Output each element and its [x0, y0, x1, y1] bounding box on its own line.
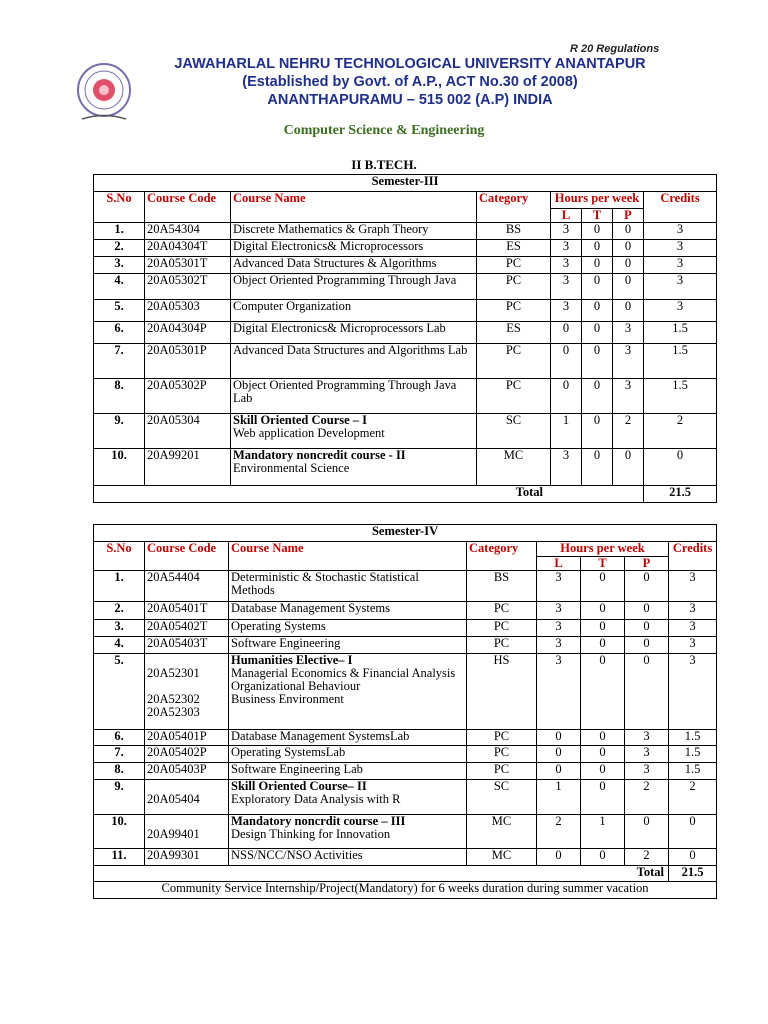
- hours-l: 1: [551, 414, 582, 449]
- course-row: [94, 300, 717, 322]
- course-code: [145, 637, 229, 654]
- semester-3-table: [93, 174, 717, 503]
- course-name-text: Database Management SystemsLab: [231, 729, 410, 743]
- course-code: [145, 571, 229, 602]
- course-credits: 1.5: [669, 730, 717, 746]
- course-name-heading: Mandatory noncrdit course – III: [231, 814, 406, 828]
- course-code: [145, 257, 231, 274]
- col-t: T: [582, 209, 613, 223]
- course-name-text: Advanced Data Structures & Algorithms: [233, 256, 437, 270]
- course-name: [231, 300, 477, 322]
- course-sno: 8.: [94, 763, 145, 780]
- course-name-text: Computer Organization: [233, 299, 352, 313]
- program-title: II B.TECH.: [351, 157, 417, 172]
- hours-p: 0: [613, 223, 644, 240]
- elective-code: 20A52301: [147, 666, 200, 680]
- col-p: P: [625, 557, 669, 571]
- course-sno: 2.: [94, 240, 145, 257]
- course-code: [145, 849, 229, 866]
- hours-l: 3: [537, 620, 581, 637]
- course-code-text: 20A05404: [147, 792, 200, 806]
- course-code: [145, 602, 229, 620]
- course-credits: 1.5: [644, 322, 717, 344]
- course-name-heading: Mandatory noncredit course - II: [233, 448, 406, 462]
- course-sno: 7.: [94, 344, 145, 379]
- address-line: ANANTHAPURAMU – 515 002 (A.P) INDIA: [267, 92, 553, 108]
- hours-t: 0: [582, 223, 613, 240]
- hours-l: 0: [551, 344, 582, 379]
- course-credits: 3: [644, 223, 717, 240]
- hours-l: 3: [551, 274, 582, 300]
- course-name-heading: Skill Oriented Course – I: [233, 413, 368, 427]
- course-sno: 6.: [94, 730, 145, 746]
- course-code: [145, 763, 229, 780]
- hours-p: 0: [613, 240, 644, 257]
- hours-t: 0: [582, 257, 613, 274]
- course-row: [94, 223, 717, 240]
- hours-p: 3: [613, 322, 644, 344]
- elective-code: 20A52303: [147, 705, 200, 719]
- course-name: [229, 780, 467, 815]
- hours-l: 0: [551, 322, 582, 344]
- course-row: [94, 379, 717, 414]
- course-code-text: 20A05401T: [147, 601, 208, 615]
- course-code-text: 20A05403P: [147, 762, 207, 776]
- hours-l: 3: [551, 449, 582, 486]
- hours-t: 1: [581, 815, 625, 849]
- course-credits: 1.5: [669, 746, 717, 763]
- course-credits: 1.5: [669, 763, 717, 780]
- hours-p: 0: [625, 571, 669, 602]
- col-credits: Credits: [669, 542, 717, 571]
- hours-t: 0: [582, 344, 613, 379]
- course-name: [229, 730, 467, 746]
- course-code-text: 20A04304P: [147, 321, 207, 335]
- hours-t: 0: [581, 602, 625, 620]
- course-name: [229, 620, 467, 637]
- hours-l: 0: [537, 849, 581, 866]
- course-credits: 3: [644, 300, 717, 322]
- course-name-text: Object Oriented Programming Through Java: [233, 273, 457, 287]
- elective-name: Business Environment: [231, 692, 344, 706]
- col-category: Category: [467, 542, 537, 571]
- course-code-text: 20A05403T: [147, 636, 208, 650]
- course-row: [94, 654, 717, 730]
- department-title: Computer Science & Engineering: [283, 123, 485, 138]
- course-sno: 8.: [94, 379, 145, 414]
- course-code: [145, 300, 231, 322]
- semester-4-title: Semester-IV: [94, 525, 717, 542]
- hours-p: 0: [613, 449, 644, 486]
- course-row: [94, 620, 717, 637]
- course-code-text: 20A05302T: [147, 273, 208, 287]
- hours-l: 3: [537, 654, 581, 730]
- course-name-text: Operating SystemsLab: [231, 745, 346, 759]
- course-credits: 3: [644, 274, 717, 300]
- course-credits: 0: [644, 449, 717, 486]
- course-code: [145, 344, 231, 379]
- hours-l: 3: [551, 300, 582, 322]
- hours-p: 0: [625, 815, 669, 849]
- course-category: PC: [477, 274, 551, 300]
- course-code: [145, 780, 229, 815]
- course-sno: 10.: [94, 815, 145, 849]
- course-row: [94, 780, 717, 815]
- hours-l: 3: [537, 637, 581, 654]
- course-name: [229, 602, 467, 620]
- course-code-text: 20A99301: [147, 848, 200, 862]
- course-credits: 0: [669, 849, 717, 866]
- course-name: [231, 322, 477, 344]
- course-name-text: Database Management Systems: [231, 601, 390, 615]
- regulation-label: R 20 Regulations: [570, 43, 660, 55]
- semester-3-total-value: 21.5: [644, 486, 717, 503]
- col-name: Course Name: [231, 192, 477, 223]
- course-name-text: Design Thinking for Innovation: [231, 827, 391, 841]
- hours-t: 0: [582, 240, 613, 257]
- course-sno: 10.: [94, 449, 145, 486]
- hours-t: 0: [581, 730, 625, 746]
- course-credits: 1.5: [644, 344, 717, 379]
- hours-t: 0: [581, 654, 625, 730]
- hours-l: 3: [551, 240, 582, 257]
- col-hours: Hours per week: [551, 192, 644, 209]
- hours-p: 2: [625, 849, 669, 866]
- course-category: PC: [467, 763, 537, 780]
- semester-4-total-value: 21.5: [669, 866, 717, 882]
- hours-p: 3: [625, 730, 669, 746]
- hours-p: 0: [625, 620, 669, 637]
- hours-p: 0: [625, 654, 669, 730]
- elective-code: 20A52302: [147, 692, 200, 706]
- hours-t: 0: [581, 620, 625, 637]
- col-credits: Credits: [644, 192, 717, 223]
- course-name: [229, 815, 467, 849]
- course-category: MC: [467, 849, 537, 866]
- course-row: [94, 763, 717, 780]
- hours-l: 2: [537, 815, 581, 849]
- course-row: [94, 730, 717, 746]
- hours-p: 2: [625, 780, 669, 815]
- col-sno: S.No: [94, 542, 145, 571]
- establishment-line: (Established by Govt. of A.P., ACT No.30 of 2008): [242, 74, 578, 90]
- course-row: [94, 815, 717, 849]
- course-name-text: Exploratory Data Analysis with R: [231, 792, 401, 806]
- elective-name: Organizational Behaviour: [231, 679, 361, 693]
- hours-l: 0: [551, 379, 582, 414]
- course-sno: 7.: [94, 746, 145, 763]
- course-credits: 1.5: [644, 379, 717, 414]
- internship-footnote: Community Service Internship/Project(Mandatory) for 6 weeks duration during summer vacation: [94, 882, 717, 899]
- course-sno: 1.: [94, 223, 145, 240]
- course-name-text: Digital Electronics& Microprocessors: [233, 239, 424, 253]
- course-name: [231, 257, 477, 274]
- course-credits: 2: [669, 780, 717, 815]
- hours-t: 0: [581, 746, 625, 763]
- course-code-text: 20A99401: [147, 827, 200, 841]
- course-name: [231, 344, 477, 379]
- course-sno: 1.: [94, 571, 145, 602]
- course-name: [229, 637, 467, 654]
- course-sno: 5.: [94, 300, 145, 322]
- course-row: [94, 344, 717, 379]
- course-credits: 3: [644, 257, 717, 274]
- hours-t: 0: [582, 449, 613, 486]
- hours-t: 0: [582, 274, 613, 300]
- hours-p: 0: [613, 300, 644, 322]
- hours-p: 3: [625, 763, 669, 780]
- course-category: ES: [477, 322, 551, 344]
- course-name-heading: Humanities Elective– I: [231, 653, 353, 667]
- course-credits: 0: [669, 815, 717, 849]
- course-code-text: 20A05301T: [147, 256, 208, 270]
- course-credits: 3: [669, 571, 717, 602]
- course-sno: 3.: [94, 257, 145, 274]
- course-name: [231, 379, 477, 414]
- course-code-text: 20A54304: [147, 222, 200, 236]
- course-category: PC: [477, 300, 551, 322]
- course-category: PC: [477, 379, 551, 414]
- hours-t: 0: [582, 300, 613, 322]
- course-category: BS: [467, 571, 537, 602]
- course-row: [94, 322, 717, 344]
- course-sno: 4.: [94, 274, 145, 300]
- course-code: [145, 274, 231, 300]
- course-credits: 3: [669, 602, 717, 620]
- col-name: Course Name: [229, 542, 467, 571]
- course-name-text: Environmental Science: [233, 461, 350, 475]
- course-row: [94, 414, 717, 449]
- course-row: [94, 274, 717, 300]
- hours-p: 0: [625, 637, 669, 654]
- course-row: [94, 571, 717, 602]
- col-l: L: [551, 209, 582, 223]
- course-code: [145, 223, 231, 240]
- hours-t: 0: [581, 780, 625, 815]
- course-category: PC: [467, 602, 537, 620]
- course-code-text: 20A05402P: [147, 745, 207, 759]
- hours-t: 0: [582, 379, 613, 414]
- course-category: SC: [477, 414, 551, 449]
- col-code: Course Code: [145, 542, 229, 571]
- course-row: [94, 240, 717, 257]
- hours-l: 3: [551, 257, 582, 274]
- course-name-text: Discrete Mathematics & Graph Theory: [233, 222, 429, 236]
- course-category: MC: [467, 815, 537, 849]
- course-code: [145, 730, 229, 746]
- course-sno: 2.: [94, 602, 145, 620]
- semester-4-total-label: Total: [94, 866, 669, 882]
- course-code: [145, 815, 229, 849]
- hours-p: 2: [613, 414, 644, 449]
- course-sno: 11.: [94, 849, 145, 866]
- course-sno: 3.: [94, 620, 145, 637]
- course-row: [94, 602, 717, 620]
- hours-l: 3: [537, 571, 581, 602]
- course-credits: 3: [669, 654, 717, 730]
- course-name: [229, 849, 467, 866]
- hours-t: 0: [581, 763, 625, 780]
- hours-l: 1: [537, 780, 581, 815]
- course-category: PC: [467, 620, 537, 637]
- course-code: [145, 620, 229, 637]
- semester-3-title: Semester-III: [94, 175, 717, 192]
- course-name: [229, 654, 467, 730]
- col-l: L: [537, 557, 581, 571]
- course-row: [94, 746, 717, 763]
- course-name: [229, 746, 467, 763]
- hours-p: 0: [625, 602, 669, 620]
- course-name: [231, 240, 477, 257]
- elective-name: Managerial Economics & Financial Analysis: [231, 666, 456, 680]
- course-code: [145, 414, 231, 449]
- course-name-text: Advanced Data Structures and Algorithms Lab: [233, 343, 468, 357]
- course-name-text: Software Engineering Lab: [231, 762, 363, 776]
- course-code-text: 20A99201: [147, 448, 200, 462]
- col-code: Course Code: [145, 192, 231, 223]
- course-sno: 5.: [94, 654, 145, 730]
- course-code-text: 20A05401P: [147, 729, 207, 743]
- course-sno: 6.: [94, 322, 145, 344]
- course-category: PC: [477, 344, 551, 379]
- course-credits: 3: [644, 240, 717, 257]
- course-code-text: 20A05402T: [147, 619, 208, 633]
- course-name: [229, 763, 467, 780]
- course-code: [145, 379, 231, 414]
- course-row: [94, 257, 717, 274]
- course-sno: 9.: [94, 780, 145, 815]
- course-credits: 3: [669, 637, 717, 654]
- col-category: Category: [477, 192, 551, 223]
- course-name: [229, 571, 467, 602]
- course-code: [145, 654, 229, 730]
- course-code-text: 20A54404: [147, 570, 200, 584]
- course-name: [231, 414, 477, 449]
- hours-p: 3: [613, 379, 644, 414]
- course-row: [94, 637, 717, 654]
- hours-t: 0: [582, 322, 613, 344]
- course-category: HS: [467, 654, 537, 730]
- col-hours: Hours per week: [537, 542, 669, 557]
- hours-l: 0: [537, 763, 581, 780]
- course-category: PC: [467, 637, 537, 654]
- hours-l: 0: [537, 730, 581, 746]
- course-category: PC: [477, 257, 551, 274]
- course-code: [145, 322, 231, 344]
- semester-3-total-label: Total: [94, 486, 644, 503]
- course-code-text: 20A04304T: [147, 239, 208, 253]
- col-t: T: [581, 557, 625, 571]
- course-name-text: Deterministic & Stochastic Statistical Methods: [231, 570, 419, 597]
- course-code: [145, 746, 229, 763]
- course-row: [94, 449, 717, 486]
- course-code-text: 20A05304: [147, 413, 200, 427]
- university-name: JAWAHARLAL NEHRU TECHNOLOGICAL UNIVERSITY ANANTAPUR: [174, 56, 646, 72]
- hours-p: 3: [613, 344, 644, 379]
- course-name: [231, 274, 477, 300]
- hours-t: 0: [581, 571, 625, 602]
- hours-l: 0: [537, 746, 581, 763]
- course-name-text: Web application Development: [233, 426, 385, 440]
- course-name: [231, 449, 477, 486]
- hours-t: 0: [581, 849, 625, 866]
- hours-l: 3: [537, 602, 581, 620]
- course-credits: 3: [669, 620, 717, 637]
- hours-p: 3: [625, 746, 669, 763]
- course-code: [145, 240, 231, 257]
- course-name-text: Operating Systems: [231, 619, 326, 633]
- course-category: ES: [477, 240, 551, 257]
- course-code: [145, 449, 231, 486]
- hours-t: 0: [582, 414, 613, 449]
- course-code-text: 20A05303: [147, 299, 200, 313]
- semester-4-table: [93, 524, 717, 899]
- course-name-text: NSS/NCC/NSO Activities: [231, 848, 363, 862]
- course-sno: 9.: [94, 414, 145, 449]
- col-sno: S.No: [94, 192, 145, 223]
- hours-l: 3: [551, 223, 582, 240]
- course-code-text: 20A05302P: [147, 378, 207, 392]
- hours-p: 0: [613, 257, 644, 274]
- course-category: BS: [477, 223, 551, 240]
- course-category: MC: [477, 449, 551, 486]
- course-sno: 4.: [94, 637, 145, 654]
- course-category: PC: [467, 730, 537, 746]
- course-category: SC: [467, 780, 537, 815]
- hours-p: 0: [613, 274, 644, 300]
- hours-t: 0: [581, 637, 625, 654]
- course-name-text: Digital Electronics& Microprocessors Lab: [233, 321, 446, 335]
- course-name-text: Software Engineering: [231, 636, 341, 650]
- course-name-text: Object Oriented Programming Through Java Lab: [233, 378, 457, 405]
- course-credits: 2: [644, 414, 717, 449]
- course-name: [231, 223, 477, 240]
- course-name-heading: Skill Oriented Course– II: [231, 779, 367, 793]
- course-category: PC: [467, 746, 537, 763]
- course-row: [94, 849, 717, 866]
- course-code-text: 20A05301P: [147, 343, 207, 357]
- col-p: P: [613, 209, 644, 223]
